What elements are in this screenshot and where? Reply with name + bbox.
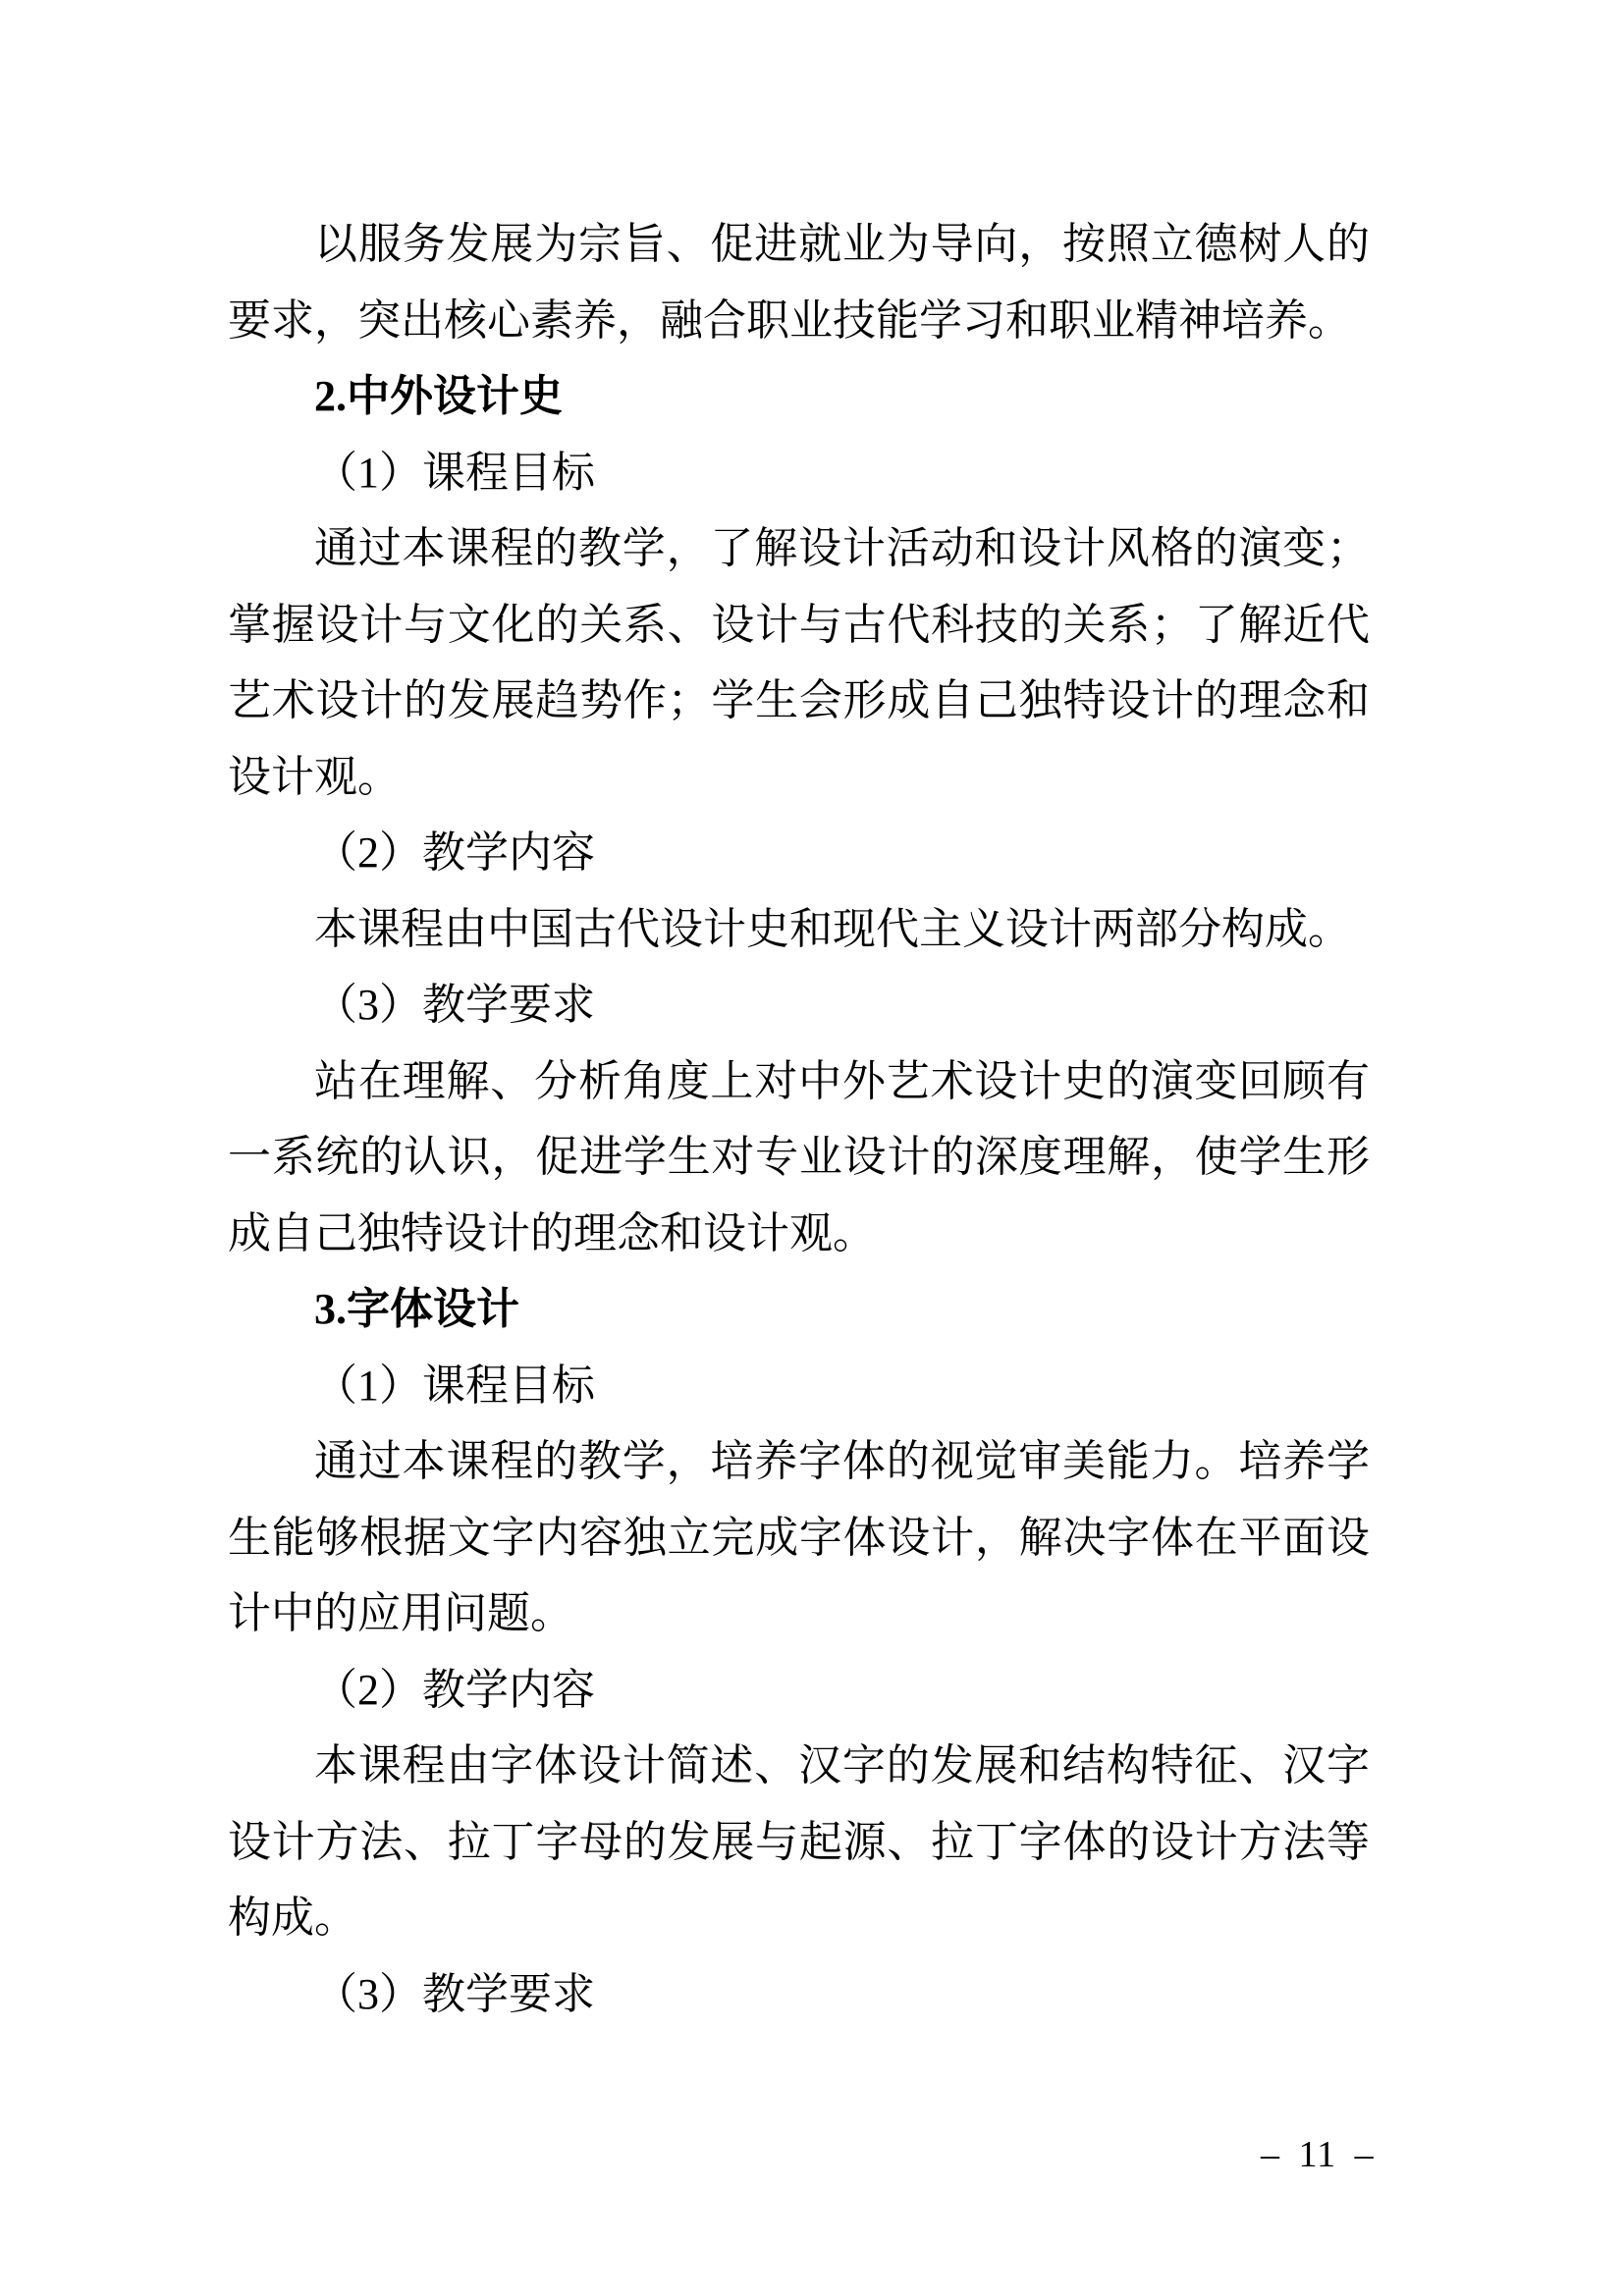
paragraph-teaching-content: 本课程由中国古代设计史和现代主义设计两部分构成。 <box>314 904 1351 953</box>
subheading-teaching-content: （2）教学内容 <box>314 828 595 877</box>
subheading-course-objective: （1）课程目标 <box>314 1361 595 1410</box>
paragraph-course-objective: 通过本课程的教学，了解设计活动和设计风格的演变；掌握设计与文化的关系、设计与古代科技的关系；了解近代艺术设计的发展趋势作；学生会形成自己独特设计的理念和设计观。 <box>228 524 1370 801</box>
paragraph-teaching-content: 本课程由字体设计简述、汉字的发展和结构特征、汉字设计方法、拉丁字母的发展与起源、拉丁字体的设计方法等构成。 <box>228 1741 1370 1942</box>
subheading-teaching-requirement: （3）教学要求 <box>314 1969 595 2018</box>
page-number: – 11 – <box>1261 2134 1375 2175</box>
subheading-teaching-content: （2）教学内容 <box>314 1665 595 1714</box>
subheading-teaching-requirement: （3）教学要求 <box>314 981 595 1029</box>
section-heading-3: 3.字体设计 <box>314 1285 519 1333</box>
subheading-course-objective: （1）课程目标 <box>314 448 595 497</box>
paragraph-teaching-requirement: 站在理解、分析角度上对中外艺术设计史的演变回顾有一系统的认识，促进学生对专业设计的深度理解，使学生形成自己独特设计的理念和设计观。 <box>228 1056 1370 1257</box>
document-body <box>228 206 1370 2032</box>
section-heading-2: 2.中外设计史 <box>314 372 563 420</box>
paragraph-course-objective: 通过本课程的教学，培养字体的视觉审美能力。培养学生能够根据文字内容独立完成字体设计，解决字体在平面设计中的应用问题。 <box>228 1437 1370 1637</box>
paragraph-intro: 以服务发展为宗旨、促进就业为导向，按照立德树人的要求，突出核心素养，融合职业技能学习和职业精神培养。 <box>228 220 1370 345</box>
